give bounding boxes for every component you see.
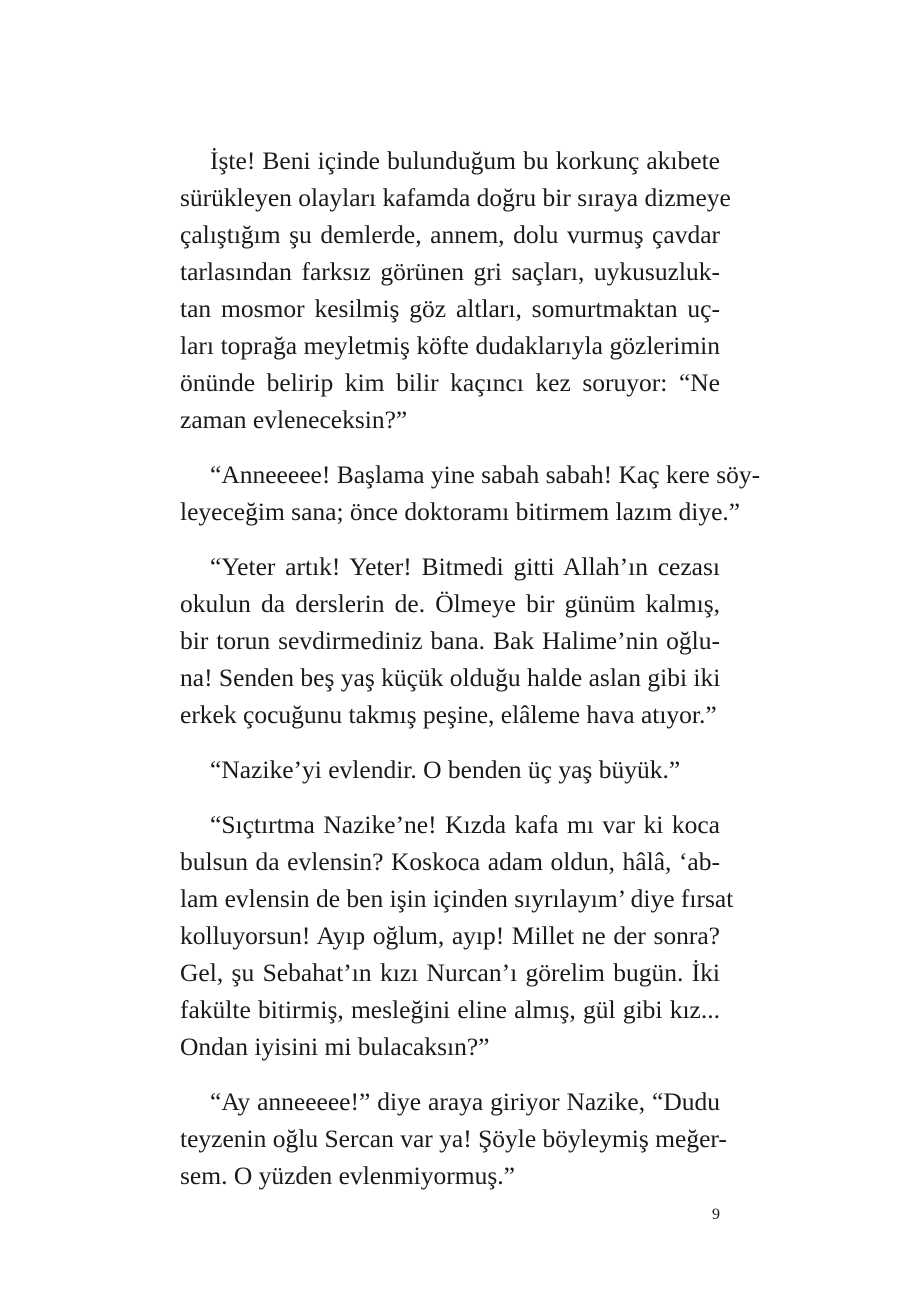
text-line: “Ay anneeeee!” diye araya giriyor Nazike, “Dudu: [210, 1087, 720, 1116]
paragraph: [180, 548, 720, 733]
text-line: tan mosmor kesilmiş göz altları, somurtmaktan uç-: [180, 294, 720, 323]
paragraph: [180, 751, 720, 788]
text-line: fakülte bitirmiş, mesleğini eline almış, gül gibi kız...: [180, 995, 720, 1024]
text-line: çalıştığım şu demlerde, annem, dolu vurmuş çavdar: [180, 220, 720, 249]
body-text: [180, 142, 761, 1194]
page-number: 9: [712, 1206, 720, 1223]
text-line: leyeceğim sana; önce doktoramı bitirmem lazım diye.”: [180, 497, 741, 526]
text-line: okulun da derslerin de. Ölmeye bir günüm kalmış,: [180, 589, 720, 618]
paragraph: [180, 456, 761, 530]
paragraph: [180, 806, 734, 1065]
text-line: “Anneeeee! Başlama yine sabah sabah! Kaç kere söy-: [210, 460, 761, 489]
text-line: erkek çocuğunu takmış peşine, elâleme hava atıyor.”: [180, 700, 717, 729]
text-line: tarlasından farksız görünen gri saçları, uykusuzluk-: [180, 257, 720, 286]
text-line: ları toprağa meyletmiş köfte dudaklarıyla gözlerimin: [180, 331, 720, 360]
paragraph: [180, 142, 731, 438]
text-line: bulsun da evlensin? Koskoca adam oldun, hâlâ, ‘ab-: [180, 847, 720, 876]
text-line: na! Senden beş yaş küçük olduğu halde aslan gibi iki: [180, 663, 721, 692]
text-line: Gel, şu Sebahat’ın kızı Nurcan’ı görelim bugün. İki: [180, 958, 720, 987]
text-line: lam evlensin de ben işin içinden sıyrılayım’ diye fırsat: [180, 884, 734, 913]
text-line: sem. O yüzden evlenmiyormuş.”: [180, 1161, 515, 1190]
text-line: sürükleyen olayları kafamda doğru bir sıraya dizmeye: [180, 183, 731, 212]
text-line: zaman evleneceksin?”: [180, 405, 408, 434]
text-line: “Nazike’yi evlendir. O benden üç yaş büyük.”: [210, 755, 681, 784]
text-line: teyzenin oğlu Sercan var ya! Şöyle böyleymiş meğer-: [180, 1124, 727, 1153]
text-line: “Sıçtırtma Nazike’ne! Kızda kafa mı var ki koca: [210, 810, 720, 839]
text-line: kolluyorsun! Ayıp oğlum, ayıp! Millet ne der sonra?: [180, 921, 720, 950]
text-line: “Yeter artık! Yeter! Bitmedi gitti Allah’ın cezası: [210, 552, 720, 581]
text-line: Ondan iyisini mi bulacaksın?”: [180, 1032, 490, 1061]
paragraph: [180, 1083, 727, 1194]
text-line: bir torun sevdirmediniz bana. Bak Halime’nin oğlu-: [180, 626, 720, 655]
text-line: İşte! Beni içinde bulunduğum bu korkunç akıbete: [210, 146, 720, 175]
text-line: önünde belirip kim bilir kaçıncı kez soruyor: “Ne: [180, 368, 720, 397]
